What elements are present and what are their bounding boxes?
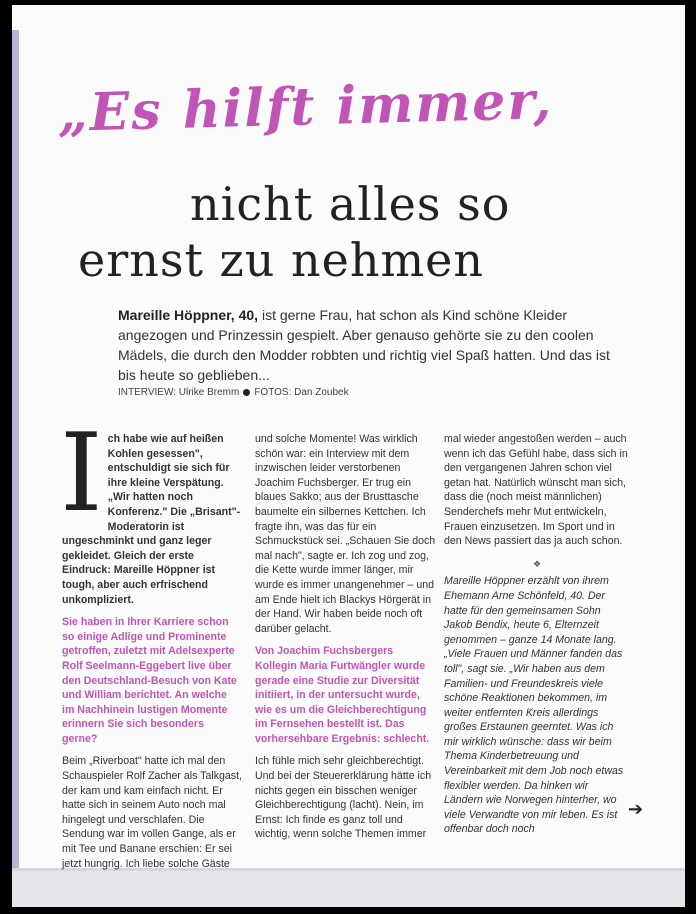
section-separator-icon: ❖	[532, 558, 542, 569]
intro-name: Mareille Höppner, 40,	[118, 307, 259, 323]
answer-1-part-2: und solche Momente! Was wirklich schön war: ein Interview mit dem inzwischen leider verstorbenen Joachim Fuchsberger. Er trug ein blaues Sakko; aus der Brusttasche baumelte ein silbernes Kettchen. Ich fragte ihn, was das für ein Schmuckstück sei. „Schauen Sie doch mal nach", sagte er. Ich zog und zog, die Kette wurde immer länger, mir wurde es immer unangenehmer – und am Ende hielt ich Blackys Hörgerät in der Hand. Wir haben beide noch oft darüber gelacht.	[255, 433, 436, 635]
headline-line-2: nicht alles so	[190, 177, 511, 231]
headline-line-3: ernst zu nehmen	[78, 233, 484, 287]
interview-credit: INTERVIEW: Ulrike Bremm	[118, 387, 240, 398]
intro-paragraph	[118, 305, 623, 385]
question-2: Von Joachim Fuchsbergers Kollegin Maria Furtwängler wurde gerade eine Studie zur Diversität initiiert, in der untersucht wurde, wie es um die Gleichberechtigung im Fernsehen bestellt ist. Das vorhersehbare Ergebnis: schlecht.	[255, 645, 430, 745]
answer-1-part-1: Beim „Riverboat" hatte ich mal den Schauspieler Rolf Zacher als Talkgast, der kam und kam einfach nicht. Er hatte sich in seinem Auto noch mal hingelegt und verschlafen. Die Sendung war im vollen Gange, als er mit Tee und Banane erschien: Er sei jetzt hungrig. Ich liebe solche Gäste	[62, 755, 242, 870]
binding-strip	[12, 30, 19, 885]
answer-2-part-2: mal wieder angestoßen werden – auch wenn ich das Gefühl habe, dass sich in den vergangenen Jahren schon viel getan hat. Natürlich wünscht man sich, dass die (noch meist männlichen) Senderchefs mehr Mut entwickeln, Frauen einzusetzen. Im Sport und in den News passiert das ja auch schon.	[444, 433, 628, 548]
italic-passage: Mareille Höppner erzählt von ihrem Ehemann Arne Schönfeld, 40. Der hatte für den gemeinsamen Sohn Jakob Bendix, heute 6, Elternzeit genommen – ganze 14 Monate lang. „Viele Frauen und Männer fanden das toll", sagt sie. „Wir haben aus dem Familien- und Freundeskreis viele schöne Reaktionen bekommen, im weiter entfernten Kreis allerdings großes Erstaunen geerntet. Was ich mir wirklich wünsche: dass wir beim Thema Kinderbetreuung und Vereinbarkeit mit dem Job noch etwas flexibler werden. Da hinken wir Ländern wie Norwegen hinterher, wo viele Verwandte von mir leben. Es ist offenbar doch noch	[444, 575, 624, 836]
article-column-3	[444, 432, 630, 845]
continue-arrow-icon: ➔	[628, 799, 644, 819]
article-lead: ch habe wie auf heißen Kohlen gesessen", entschuldigt sie sich für ihre kleine Verspätung. „Wir hatten noch Konferenz." Die „Brisant"-Moderatorin ist ungeschminkt und ganz leger gekleidet. Gleich der erste Eindruck: Mareille Höppner ist tough, aber auch erfrischend unkompliziert.	[62, 433, 241, 606]
bullet-dot-icon	[243, 389, 250, 396]
headline-line-1: „Es hilft immer,	[57, 70, 554, 144]
answer-2-part-1: Ich fühle mich sehr gleichberechtigt. Und bei der Steuererklärung hätte ich nichts gegen ein bisschen weniger Gleichberechtigung (lacht). Nein, im Ernst: Ich finde es ganz toll und wichtig, wenn solche Themen immer	[255, 755, 432, 841]
question-1: Sie haben in Ihrer Karriere schon so einige Adlige und Prominente getroffen, zuletzt mit Adelsexperte Rolf Seelmann-Eggebert live über den Deutschland-Besuch von Kate und William berichtet. An welche im Nachhinein lustigen Momente erinnern Sie sich besonders gerne?	[62, 616, 237, 745]
article-column-2	[255, 432, 437, 850]
credits-line	[118, 387, 349, 398]
photo-credit: FOTOS: Dan Zoubek	[254, 387, 349, 398]
drop-cap: I	[60, 411, 103, 536]
intro-text: ist gerne Frau, hat schon als Kind schöne Kleider angezogen und Prinzessin gespielt. Aber genauso gehörte sie zu den coolen Mädels, die durch den Modder robbten und richtig viel Spaß hatten. Und das ist bis heute so geblieben...	[118, 307, 610, 383]
magazine-page	[12, 5, 685, 907]
article-column-1	[60, 411, 242, 879]
